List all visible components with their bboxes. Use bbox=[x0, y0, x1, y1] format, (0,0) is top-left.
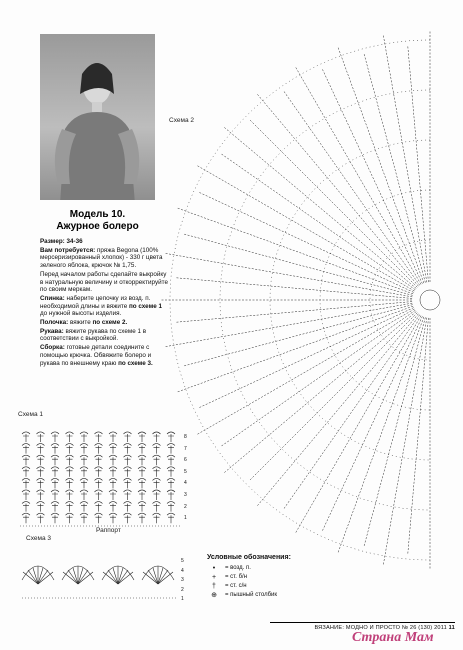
scheme2-spoke bbox=[256, 314, 418, 507]
scheme2-chart bbox=[160, 30, 440, 570]
scheme1-stitch bbox=[51, 455, 59, 465]
scheme1-stitch bbox=[95, 478, 103, 488]
scheme1-stitch bbox=[51, 478, 59, 488]
scheme1-stitch bbox=[153, 444, 161, 454]
scheme1-stitch bbox=[153, 478, 161, 488]
scheme1-stitch bbox=[138, 502, 146, 512]
row-number: 5 bbox=[181, 558, 184, 564]
watermark-logo: Страна Мам bbox=[352, 630, 434, 645]
scheme1-stitch bbox=[124, 490, 132, 500]
legend-label: = пышный столбик bbox=[225, 592, 277, 598]
scheme1-stitch bbox=[51, 502, 59, 512]
legend bbox=[207, 553, 317, 600]
scheme1-stitch bbox=[138, 513, 146, 523]
scheme1-stitch bbox=[109, 478, 117, 488]
row-number: 7 bbox=[184, 445, 187, 452]
scheme1-stitch bbox=[109, 490, 117, 500]
scheme1-stitch bbox=[95, 502, 103, 512]
back-label: Спинка: bbox=[40, 294, 65, 302]
scheme1-stitch bbox=[66, 490, 74, 500]
scheme3-chart bbox=[22, 566, 178, 598]
scheme1-stitch bbox=[95, 432, 103, 442]
scheme2-spoke bbox=[223, 126, 416, 288]
scheme2-spoke bbox=[176, 278, 412, 299]
scheme3-stitch bbox=[33, 568, 38, 584]
sleeve-text: вяжите рукава по схеме 1 в соответствии с выкройкой. bbox=[40, 327, 147, 343]
assembly-scheme: по схеме 3. bbox=[118, 359, 153, 367]
scheme1-stitch bbox=[37, 490, 45, 500]
assembly-label: Сборка: bbox=[40, 344, 65, 352]
row-number: 4 bbox=[184, 480, 187, 487]
scheme1-label: Схема 1 bbox=[18, 411, 43, 418]
shelf-scheme: по схеме 2. bbox=[92, 319, 128, 327]
row-number: 3 bbox=[181, 577, 184, 583]
scheme1-stitch bbox=[22, 455, 30, 465]
scheme3-stitch bbox=[78, 568, 83, 584]
scheme1-stitch bbox=[80, 432, 88, 442]
scheme1-stitch bbox=[138, 432, 146, 442]
scheme1-stitch bbox=[22, 502, 30, 512]
row-number: 2 bbox=[181, 586, 184, 593]
scheme1-stitch bbox=[22, 432, 30, 442]
legend-item-sc bbox=[207, 573, 317, 582]
scheme1-stitch bbox=[109, 444, 117, 454]
materials-text: пряжа Begona (100% мерсеризированный хлопок) - 330 г цвета зеленого яблока, крючок № 1,75. bbox=[40, 246, 163, 270]
scheme1-stitch bbox=[37, 478, 45, 488]
scheme1-stitch bbox=[138, 444, 146, 454]
scheme2-spoke bbox=[408, 318, 429, 554]
scheme2-ring bbox=[270, 140, 430, 460]
scheme1-stitch bbox=[153, 432, 161, 442]
model-title: Модель 10. bbox=[69, 209, 126, 220]
scheme1-stitch bbox=[37, 432, 45, 442]
scheme1-stitch bbox=[124, 513, 132, 523]
scheme1-stitch bbox=[66, 513, 74, 523]
scheme1-stitch bbox=[124, 502, 132, 512]
legend-label: = ст. б/н bbox=[225, 574, 248, 580]
scheme2-spoke bbox=[284, 315, 420, 509]
scheme2-label: Схема 2 bbox=[169, 117, 194, 124]
scheme1-stitch bbox=[80, 513, 88, 523]
legend-label: = возд. п. bbox=[225, 565, 251, 571]
scheme2-spoke bbox=[383, 318, 427, 566]
scheme1-stitch bbox=[51, 467, 59, 477]
scheme1-stitch bbox=[22, 513, 30, 523]
puff-symbol-icon: ⊕ bbox=[211, 592, 217, 599]
scheme1-stitch bbox=[153, 490, 161, 500]
scheme1-chart bbox=[20, 432, 182, 526]
scheme1-stitch bbox=[95, 490, 103, 500]
scheme1-stitch bbox=[138, 467, 146, 477]
scheme2-spoke bbox=[176, 302, 412, 323]
scheme1-stitch bbox=[37, 513, 45, 523]
legend-item-chain bbox=[207, 564, 317, 573]
scheme2-spoke bbox=[256, 93, 418, 286]
scheme2-spoke bbox=[221, 310, 415, 446]
scheme1-stitch bbox=[37, 502, 45, 512]
scheme2-spoke bbox=[383, 34, 427, 282]
scheme1-stitch bbox=[167, 455, 175, 465]
row-number: 1 bbox=[184, 515, 187, 522]
scheme1-stitch bbox=[167, 502, 175, 512]
scheme1-stitch bbox=[66, 502, 74, 512]
row-number: 8 bbox=[184, 434, 187, 440]
scheme1-stitch bbox=[80, 467, 88, 477]
back-text2: до нужной высоты изделия. bbox=[40, 310, 122, 318]
row-number: 4 bbox=[181, 567, 184, 574]
scheme2-spoke bbox=[223, 312, 416, 474]
scheme2-spoke bbox=[250, 120, 418, 288]
scheme2-spoke bbox=[184, 305, 413, 366]
scheme1-stitch bbox=[109, 502, 117, 512]
scheme3-stitch bbox=[118, 568, 123, 584]
scheme1-stitch bbox=[124, 455, 132, 465]
scheme1-stitch bbox=[153, 467, 161, 477]
scheme2-spoke bbox=[295, 66, 421, 284]
dc-symbol-icon: † bbox=[212, 583, 216, 590]
scheme1-stitch bbox=[138, 455, 146, 465]
scheme1-stitch bbox=[95, 513, 103, 523]
shelf-text: вяжите bbox=[69, 319, 91, 327]
scheme1-stitch bbox=[167, 513, 175, 523]
row-number: 3 bbox=[184, 491, 187, 498]
scheme1-stitch bbox=[95, 455, 103, 465]
scheme3-label: Схема 3 bbox=[26, 535, 51, 542]
scheme1-stitch bbox=[138, 478, 146, 488]
scheme2-spoke bbox=[221, 154, 415, 290]
scheme3-stitch bbox=[73, 568, 78, 584]
prep-text: Перед началом работы сделайте выкройку в натуральную величину и откорректируйте по своим меркам. bbox=[40, 270, 168, 294]
scheme1-stitch bbox=[109, 432, 117, 442]
scheme1-stitch bbox=[51, 490, 59, 500]
page-number: 11 bbox=[448, 625, 455, 631]
legend-item-dc bbox=[207, 582, 317, 591]
scheme1-stitch bbox=[153, 455, 161, 465]
scheme1-stitch bbox=[109, 467, 117, 477]
scheme1-stitch bbox=[167, 490, 175, 500]
row-number: 1 bbox=[181, 596, 184, 602]
scheme1-stitch bbox=[109, 513, 117, 523]
scheme1-stitch bbox=[22, 444, 30, 454]
scheme1-stitch bbox=[167, 444, 175, 454]
scheme1-stitch bbox=[66, 455, 74, 465]
scheme1-stitch bbox=[124, 467, 132, 477]
scheme1-stitch bbox=[153, 513, 161, 523]
scheme2-spoke bbox=[364, 317, 425, 546]
row-number: 5 bbox=[184, 468, 187, 475]
scheme1-stitch bbox=[124, 432, 132, 442]
scheme3-stitch bbox=[153, 568, 158, 584]
scheme1-stitch bbox=[66, 444, 74, 454]
chain-symbol-icon: • bbox=[212, 565, 216, 572]
scheme2-spoke bbox=[408, 46, 429, 282]
scheme2-ring bbox=[220, 90, 430, 510]
scheme2-spoke bbox=[164, 303, 412, 347]
scheme1-stitch bbox=[95, 467, 103, 477]
materials-label: Вам потребуется: bbox=[40, 246, 96, 254]
scheme2-spoke bbox=[196, 165, 414, 291]
scheme1-stitch bbox=[80, 478, 88, 488]
scheme1-stitch bbox=[51, 444, 59, 454]
scheme1-stitch bbox=[22, 478, 30, 488]
scheme1-stitch bbox=[80, 455, 88, 465]
rapport-label: Раппорт bbox=[96, 527, 121, 534]
scheme3-stitch bbox=[158, 568, 163, 584]
back-text: наберите цепочку из возд. п. необходимой длины и вяжите bbox=[40, 294, 151, 310]
scheme1-stitch bbox=[51, 432, 59, 442]
scheme1-stitch bbox=[66, 432, 74, 442]
scheme1-stitch bbox=[37, 455, 45, 465]
row-number: 6 bbox=[184, 457, 187, 464]
shelf-label: Полочка: bbox=[40, 319, 69, 327]
scheme1-stitch bbox=[22, 490, 30, 500]
scheme2-spoke bbox=[184, 234, 413, 295]
scheme1-stitch bbox=[138, 490, 146, 500]
back-scheme: по схеме 1 bbox=[128, 302, 162, 310]
scheme1-stitch bbox=[66, 467, 74, 477]
scheme2-spoke bbox=[284, 91, 420, 285]
scheme1-stitch bbox=[66, 478, 74, 488]
scheme1-stitch bbox=[51, 513, 59, 523]
footer-text: ВЯЗАНИЕ: МОДНО И ПРОСТО № 26 (130) 2011 bbox=[314, 625, 447, 631]
scheme2-spoke bbox=[164, 253, 412, 297]
scheme3-stitch bbox=[38, 568, 43, 584]
scheme1-stitch bbox=[22, 467, 30, 477]
scheme1-stitch bbox=[153, 502, 161, 512]
scheme1-stitch bbox=[80, 502, 88, 512]
legend-label: = ст. с/н bbox=[225, 583, 247, 589]
scheme2-center bbox=[420, 290, 440, 310]
legend-item-puff bbox=[207, 591, 317, 600]
scheme2-spoke bbox=[250, 313, 418, 481]
row-number: 2 bbox=[184, 503, 187, 510]
scheme1-stitch bbox=[37, 467, 45, 477]
legend-title: Условные обозначения: bbox=[207, 554, 291, 561]
scheme1-stitch bbox=[80, 490, 88, 500]
scheme2-spoke bbox=[364, 54, 425, 283]
scheme1-stitch bbox=[124, 478, 132, 488]
scheme1-stitch bbox=[109, 455, 117, 465]
sc-symbol-icon: + bbox=[211, 574, 217, 581]
scheme3-stitch bbox=[113, 568, 118, 584]
scheme2-spoke bbox=[196, 309, 414, 435]
scheme2-spoke bbox=[295, 316, 421, 534]
sleeve-label: Рукава: bbox=[40, 327, 64, 335]
scheme1-stitch bbox=[124, 444, 132, 454]
scheme1-stitch bbox=[167, 467, 175, 477]
scheme1-stitch bbox=[37, 444, 45, 454]
assembly-text: готовые детали соедините с помощью крючка. Обвяжите болеро и рукава по внешнему краю bbox=[40, 344, 152, 367]
scheme1-stitch bbox=[80, 444, 88, 454]
scheme1-stitch bbox=[167, 478, 175, 488]
size-label: Размер: 34-36 bbox=[40, 238, 83, 245]
scheme1-stitch bbox=[167, 432, 175, 442]
scheme1-stitch bbox=[95, 444, 103, 454]
model-subtitle: Ажурное болеро bbox=[56, 221, 139, 232]
